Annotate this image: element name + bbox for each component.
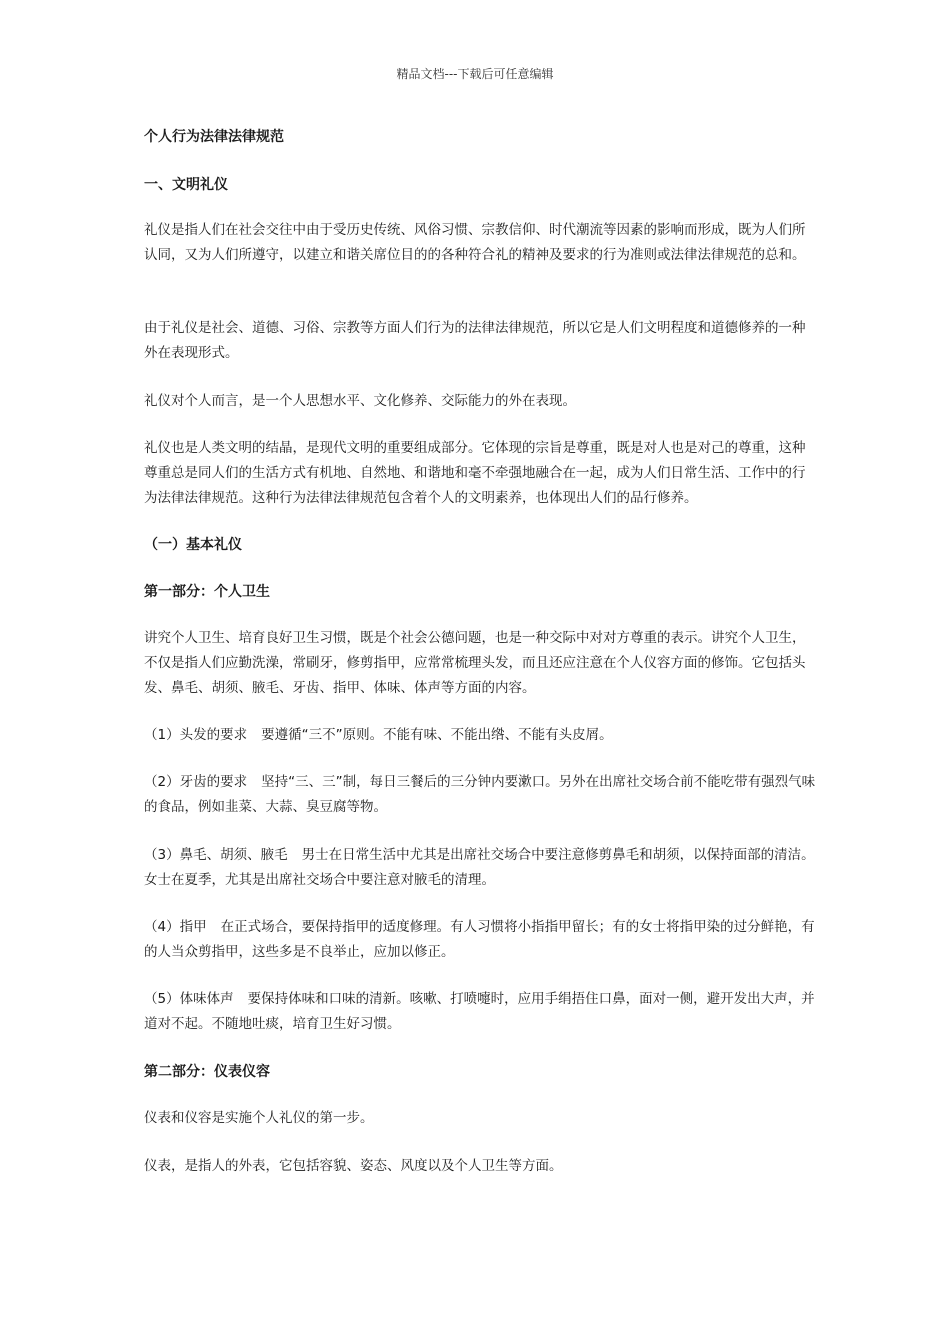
list-item-text: 要保持体味和口味的清新。咳嗽、打喷嚏时，应用手绢捂住口鼻，面对一侧，避开发出大声，并道对不起。不随地吐痰，培育卫生好习惯。 xyxy=(144,991,815,1032)
list-item-body-odor xyxy=(144,987,816,1037)
list-item-label: （4）指甲 xyxy=(144,919,207,935)
list-item-text: 在正式场合，要保持指甲的适度修理。有人习惯将小指指甲留长；有的女士将指甲染的过分鲜艳，有的人当众剪指甲，这些多是不良举止，应加以修正。 xyxy=(144,919,815,960)
list-item-text: 要遵循“三不”原则。不能有味、不能出绺、不能有头皮屑。 xyxy=(261,727,613,743)
list-item-nails xyxy=(144,915,816,965)
paragraph-norms: 由于礼仪是社会、道德、习俗、宗教等方面人们行为的法律法律规范，所以它是人们文明程度和道德修养的一种外在表现形式。 xyxy=(144,320,806,361)
paragraph-definition: 礼仪是指人们在社会交往中由于受历史传统、风俗习惯、宗教信仰、时代潮流等因素的影响而形成，既为人们所认同，又为人们所遵守，以建立和谐关席位目的的各种符合礼的精神及要求的行为准则或法律法律规范的总和。 xyxy=(144,222,806,263)
paragraph-appearance-first-step: 仪表和仪容是实施个人礼仪的第一步。 xyxy=(144,1110,374,1126)
part2-heading-appearance: 第二部分：仪表仪容 xyxy=(144,1064,270,1080)
paragraph-appearance-definition: 仪表，是指人的外表，它包括容貌、姿态、风度以及个人卫生等方面。 xyxy=(144,1158,563,1174)
list-item-label: （1）头发的要求 xyxy=(144,727,248,743)
paragraph-personal: 礼仪对个人而言，是一个人思想水平、文化修养、交际能力的外在表现。 xyxy=(144,393,576,409)
paragraph-hygiene: 讲究个人卫生、培育良好卫生习惯，既是个社会公德问题，也是一种交际中对对方尊重的表示。讲究个人卫生，不仅是指人们应勤洗澡，常刷牙，修剪指甲，应常常梳理头发，而且还应注意在个人仪容方面的修饰。它包括头发、鼻毛、胡须、腋毛、牙齿、指甲、体味、体声等方面的内容。 xyxy=(144,630,806,696)
subsection-heading-basic: （一）基本礼仪 xyxy=(144,537,242,553)
document-title: 个人行为法律法律规范 xyxy=(144,129,284,145)
list-item-label: （3）鼻毛、胡须、腋毛 xyxy=(144,847,288,863)
section-heading-etiquette: 一、文明礼仪 xyxy=(144,177,228,193)
list-item-hair xyxy=(144,723,816,748)
list-item-text: 男士在日常生活中尤其是出席社交场合中要注意修剪鼻毛和胡须，以保持面部的清洁。女士在夏季，尤其是出席社交场合中要注意对腋毛的清理。 xyxy=(144,847,815,888)
list-item-teeth xyxy=(144,770,816,820)
part1-heading-hygiene: 第一部分：个人卫生 xyxy=(144,584,270,600)
list-item-label: （5）体味体声 xyxy=(144,991,234,1007)
list-item-text: 坚持“三、三”制，每日三餐后的三分钟内要漱口。另外在出席社交场合前不能吃带有强烈气味的食品，例如韭菜、大蒜、臭豆腐等物。 xyxy=(144,774,816,815)
list-item-label: （2）牙齿的要求 xyxy=(144,774,248,790)
paragraph-civilization: 礼仪也是人类文明的结晶，是现代文明的重要组成部分。它体现的宗旨是尊重，既是对人也是对己的尊重，这种尊重总是同人们的生活方式有机地、自然地、和谐地和毫不牵强地融合在一起，成为人们日常生活、工作中的行为法律法律规范。这种行为法律法律规范包含着个人的文明素养，也体现出人们的品行修养。 xyxy=(144,440,806,506)
list-item-nose-hair xyxy=(144,843,816,893)
page-header-watermark: 精品文档---下载后可任意编辑 xyxy=(396,67,554,81)
